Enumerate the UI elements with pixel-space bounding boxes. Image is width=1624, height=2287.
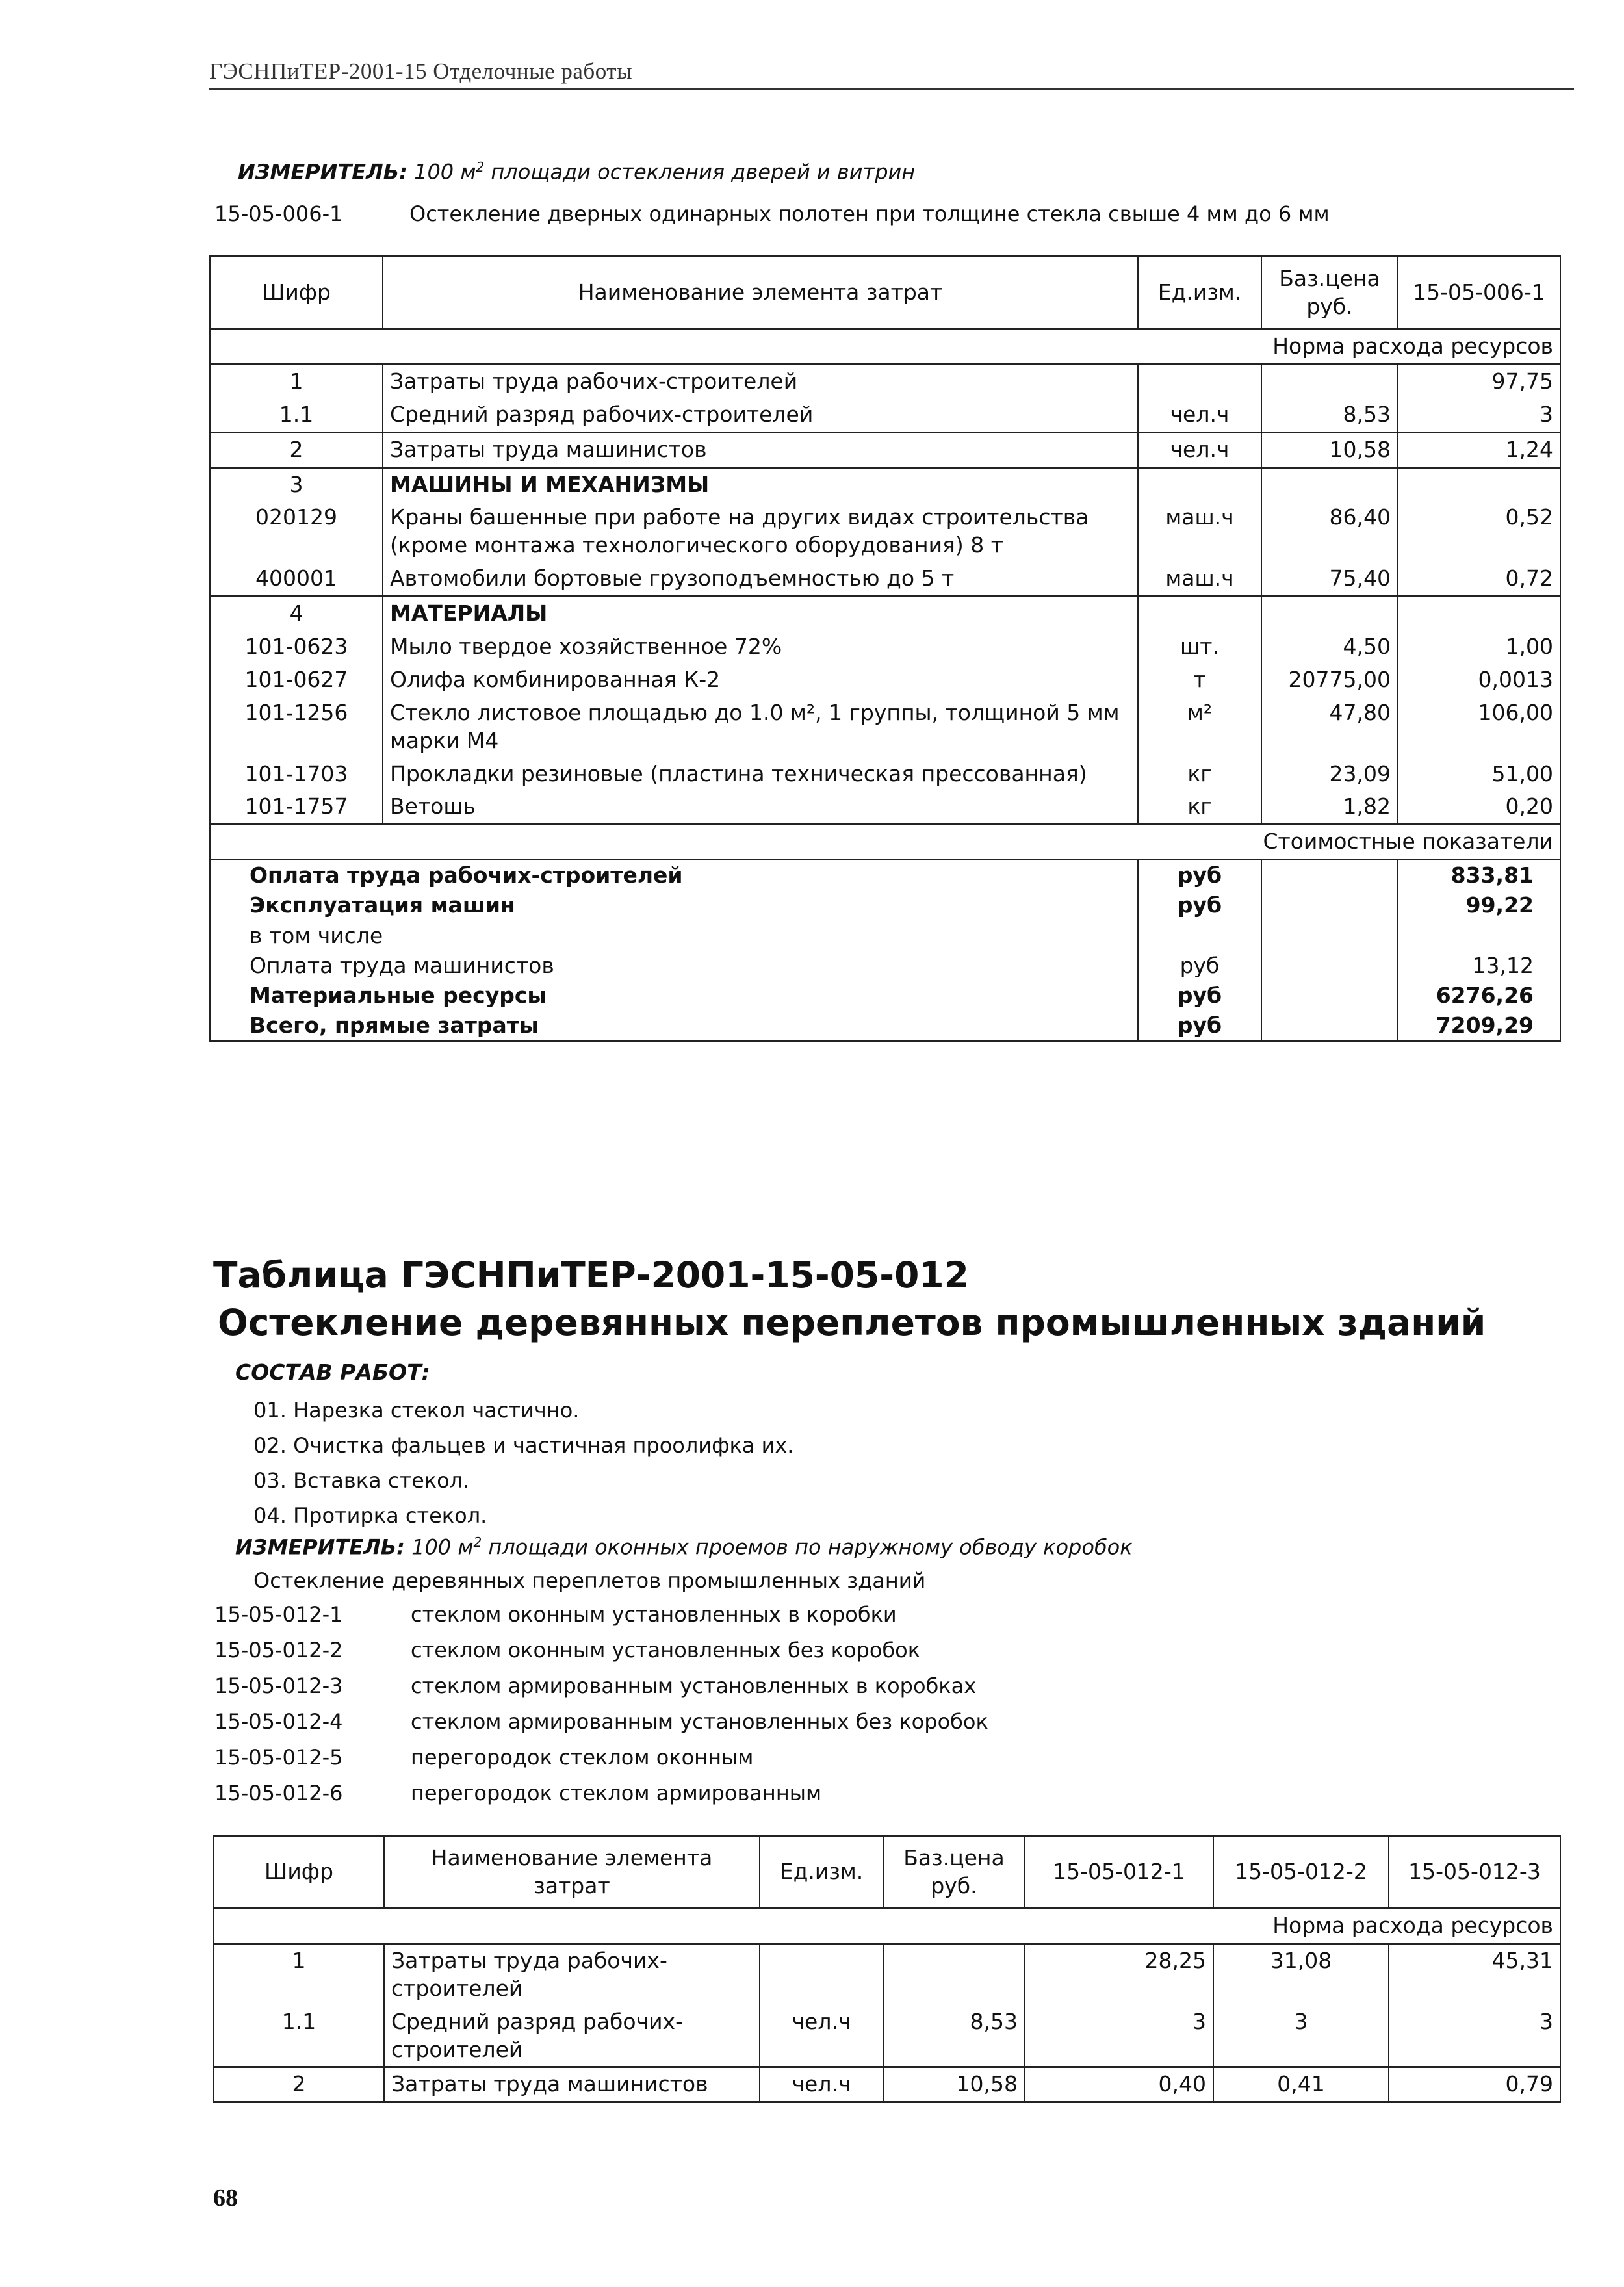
cost-row-value: 13,12 <box>1398 951 1560 981</box>
header-col1: 15-05-012-1 <box>1025 1836 1213 1909</box>
cost-row-value: 7209,29 <box>1398 1011 1560 1042</box>
cost-row <box>210 981 1560 1011</box>
cell-price: 10,58 <box>883 2067 1025 2102</box>
cost-row <box>210 951 1560 981</box>
cell-code: 2 <box>214 2067 384 2102</box>
cell-code: 020129 <box>210 501 383 562</box>
cell-value-1: 28,25 <box>1025 1943 1213 2005</box>
cell-unit: чел.ч <box>760 2006 883 2067</box>
code-line <box>214 201 1330 226</box>
operation-item: 02. Очистка фальцев и частичная проолифка их. <box>253 1433 794 1458</box>
cell-code: 101-0627 <box>210 664 383 697</box>
cell-value-2: 3 <box>1213 2006 1389 2067</box>
code-line-code: 15-05-012-1 <box>214 1602 343 1627</box>
measurer-value: 100 м <box>411 1534 474 1560</box>
cell-value-1: 3 <box>1025 2006 1213 2067</box>
cost-row-price <box>1261 981 1398 1011</box>
code-line-text: Остекление дверных одинарных полотен при толщине стекла свыше 4 мм до 6 мм <box>409 201 1330 226</box>
cell-price <box>883 1943 1025 2005</box>
cell-unit: т <box>1138 664 1261 697</box>
header-name: Наименование элемента затрат <box>383 257 1138 329</box>
cell-unit <box>760 1943 883 2005</box>
cost-row-price <box>1261 860 1398 891</box>
table-header-row <box>214 1836 1560 1909</box>
table-row <box>210 562 1560 596</box>
table-row <box>210 697 1560 758</box>
cell-unit: кг <box>1138 758 1261 791</box>
cell-code: 400001 <box>210 562 383 596</box>
norm-label: Норма расхода ресурсов <box>210 329 1560 365</box>
cell-name: Ветошь <box>383 790 1138 824</box>
cell-value <box>1398 597 1560 630</box>
table-header-row <box>210 257 1560 329</box>
header-col2: 15-05-012-2 <box>1213 1836 1389 1909</box>
cell-price: 4,50 <box>1261 630 1398 664</box>
code-line-text: перегородок стеклом оконным <box>411 1745 754 1770</box>
cell-name: Средний разряд рабочих-строителей <box>383 398 1138 432</box>
cost-row-label: Материальные ресурсы <box>210 981 1138 1011</box>
table-row <box>214 2006 1560 2067</box>
measurer-line-1 <box>238 159 915 185</box>
cell-name: МАШИНЫ И МЕХАНИЗМЫ <box>383 467 1138 501</box>
measurer-sup: 2 <box>473 1534 482 1550</box>
cell-unit: шт. <box>1138 630 1261 664</box>
measurer-text: площади оконных проемов по наружному обводу коробок <box>482 1534 1133 1560</box>
cell-code: 101-1703 <box>210 758 383 791</box>
cell-value: 0,72 <box>1398 562 1560 596</box>
norm-label: Норма расхода ресурсов <box>214 1909 1560 1944</box>
cost-row-value: 833,81 <box>1398 860 1560 891</box>
cell-name: Прокладки резиновые (пластина техническая прессованная) <box>383 758 1138 791</box>
header-col1: 15-05-006-1 <box>1398 257 1560 329</box>
cell-price: 86,40 <box>1261 501 1398 562</box>
measurer-sup: 2 <box>476 159 485 175</box>
cell-name: Затраты труда рабочих-строителей <box>384 1943 760 2005</box>
code-line-code: 15-05-012-5 <box>214 1745 343 1770</box>
cost-label: Стоимостные показатели <box>210 825 1560 860</box>
cell-code: 101-0623 <box>210 630 383 664</box>
cell-value-3: 45,31 <box>1389 1943 1560 2005</box>
cell-value: 106,00 <box>1398 697 1560 758</box>
measurer-value: 100 м <box>414 159 476 185</box>
cell-price <box>1261 467 1398 501</box>
table-subtitle: Остекление деревянных переплетов промышленных зданий <box>218 1302 1486 1343</box>
cell-value: 97,75 <box>1398 364 1560 398</box>
cost-row-label: Эксплуатация машин <box>210 890 1138 920</box>
cell-price <box>1261 597 1398 630</box>
cost-row-unit: руб <box>1138 981 1261 1011</box>
cell-price: 23,09 <box>1261 758 1398 791</box>
measurer-label: ИЗМЕРИТЕЛЬ: <box>238 159 407 185</box>
cell-price: 75,40 <box>1261 562 1398 596</box>
code-line-code: 15-05-012-3 <box>214 1673 343 1698</box>
table-title: Таблица ГЭСНПиТЕР-2001-15-05-012 <box>213 1254 969 1296</box>
code-line-code: 15-05-012-6 <box>214 1781 343 1805</box>
cell-unit: чел.ч <box>1138 398 1261 432</box>
operation-item: 01. Нарезка стекол частично. <box>253 1398 580 1423</box>
cell-name: Стекло листовое площадью до 1.0 м², 1 группы, толщиной 5 мм марки М4 <box>383 697 1138 758</box>
table-row <box>210 597 1560 630</box>
cost-row-price <box>1261 1011 1398 1042</box>
cost-row-unit: руб <box>1138 1011 1261 1042</box>
codes-subtitle: Остекление деревянных переплетов промышленных зданий <box>253 1568 926 1593</box>
cost-row-unit: руб <box>1138 860 1261 891</box>
cell-price: 10,58 <box>1261 432 1398 467</box>
cell-code: 101-1256 <box>210 697 383 758</box>
header-code: Шифр <box>214 1836 384 1909</box>
cell-code: 101-1757 <box>210 790 383 824</box>
cost-row <box>210 1011 1560 1042</box>
cost-row-unit: руб <box>1138 951 1261 981</box>
table-row <box>214 2067 1560 2102</box>
cell-code: 1 <box>210 364 383 398</box>
cost-row-label: Всего, прямые затраты <box>210 1011 1138 1042</box>
table-row <box>210 758 1560 791</box>
table-row <box>210 664 1560 697</box>
cost-row-price <box>1261 951 1398 981</box>
cell-price: 20775,00 <box>1261 664 1398 697</box>
cell-value: 1,24 <box>1398 432 1560 467</box>
code-line-text: стеклом оконным установленных в коробки <box>411 1602 897 1627</box>
table-row <box>210 364 1560 398</box>
cell-value-2: 31,08 <box>1213 1943 1389 2005</box>
cell-name: Средний разряд рабочих-строителей <box>384 2006 760 2067</box>
cell-unit <box>1138 597 1261 630</box>
cell-code: 1.1 <box>210 398 383 432</box>
cell-value-1: 0,40 <box>1025 2067 1213 2102</box>
cost-row-value: 6276,26 <box>1398 981 1560 1011</box>
cell-code: 3 <box>210 467 383 501</box>
cell-unit: чел.ч <box>760 2067 883 2102</box>
cell-unit: чел.ч <box>1138 432 1261 467</box>
cell-unit <box>1138 467 1261 501</box>
code-line <box>214 1781 821 1805</box>
code-line <box>214 1673 976 1698</box>
code-line-text: стеклом армированным установленных в коробках <box>411 1673 977 1698</box>
header-unit: Ед.изм. <box>1138 257 1261 329</box>
cell-unit: кг <box>1138 790 1261 824</box>
header-price: Баз.цена руб. <box>883 1836 1025 1909</box>
code-line-code: 15-05-012-2 <box>214 1638 343 1662</box>
cell-value <box>1398 467 1560 501</box>
cell-name: МАТЕРИАЛЫ <box>383 597 1138 630</box>
code-line-code: 15-05-006-1 <box>214 201 343 226</box>
code-line <box>214 1745 753 1770</box>
measurer-label: ИЗМЕРИТЕЛЬ: <box>235 1534 405 1560</box>
work-composition-heading: СОСТАВ РАБОТ: <box>235 1360 430 1385</box>
cell-price: 1,82 <box>1261 790 1398 824</box>
code-line-text: стеклом армированным установленных без коробок <box>411 1709 988 1734</box>
norm-label-row <box>214 1909 1560 1944</box>
header-name: Наименование элемента затрат <box>384 1836 760 1909</box>
table-row <box>210 790 1560 824</box>
measurer-line-2 <box>235 1534 1133 1560</box>
work-operations-list <box>253 1393 793 1533</box>
code-line-text: стеклом оконным установленных без коробок <box>411 1638 921 1662</box>
cell-name: Мыло твердое хозяйственное 72% <box>383 630 1138 664</box>
cell-value-3: 0,79 <box>1389 2067 1560 2102</box>
cell-price: 8,53 <box>883 2006 1025 2067</box>
header-unit: Ед.изм. <box>760 1836 883 1909</box>
table-row <box>214 1943 1560 2005</box>
cell-value-2: 0,41 <box>1213 2067 1389 2102</box>
cell-price <box>1261 364 1398 398</box>
cell-name: Олифа комбинированная К-2 <box>383 664 1138 697</box>
code-line-text: перегородок стеклом армированным <box>411 1781 822 1805</box>
cost-row-unit: руб <box>1138 890 1261 920</box>
code-line <box>214 1709 988 1734</box>
cost-row <box>210 860 1560 891</box>
table-row <box>210 630 1560 664</box>
norm-label-row <box>210 329 1560 365</box>
running-head: ГЭСНПиТЕР-2001-15 Отделочные работы <box>209 58 1574 90</box>
cell-name: Автомобили бортовые грузоподъемностью до 5 т <box>383 562 1138 596</box>
cell-unit: маш.ч <box>1138 501 1261 562</box>
cell-name: Затраты труда машинистов <box>383 432 1138 467</box>
cost-row-value: 99,22 <box>1398 890 1560 920</box>
cell-name: Краны башенные при работе на других видах строительства (кроме монтажа технологического оборудования) 8 т <box>383 501 1138 562</box>
resource-table-2 <box>213 1835 1561 2103</box>
cost-row <box>210 890 1560 920</box>
header-col3: 15-05-012-3 <box>1389 1836 1560 1909</box>
cell-code: 4 <box>210 597 383 630</box>
cell-price: 47,80 <box>1261 697 1398 758</box>
cell-name: Затраты труда машинистов <box>384 2067 760 2102</box>
cell-value: 0,0013 <box>1398 664 1560 697</box>
cell-value: 0,52 <box>1398 501 1560 562</box>
cost-row-label: в том числе <box>210 921 1138 951</box>
table-row <box>210 398 1560 432</box>
cell-value-3: 3 <box>1389 2006 1560 2067</box>
cell-value: 51,00 <box>1398 758 1560 791</box>
cell-value: 0,20 <box>1398 790 1560 824</box>
cost-row <box>210 921 1560 951</box>
cell-name: Затраты труда рабочих-строителей <box>383 364 1138 398</box>
cell-price: 8,53 <box>1261 398 1398 432</box>
header-price: Баз.цена руб. <box>1261 257 1398 329</box>
code-line <box>214 1638 920 1662</box>
cost-label-row <box>210 825 1560 860</box>
cost-row-price <box>1261 921 1398 951</box>
code-line-code: 15-05-012-4 <box>214 1709 343 1734</box>
resource-table-1 <box>209 255 1561 1042</box>
table-row <box>210 501 1560 562</box>
code-line <box>214 1602 897 1627</box>
cell-value: 1,00 <box>1398 630 1560 664</box>
header-code: Шифр <box>210 257 383 329</box>
cost-row-unit <box>1138 921 1261 951</box>
cell-code: 1 <box>214 1943 384 2005</box>
cell-code: 1.1 <box>214 2006 384 2067</box>
cost-row-price <box>1261 890 1398 920</box>
cost-row-label: Оплата труда машинистов <box>210 951 1138 981</box>
measurer-text: площади остекления дверей и витрин <box>484 159 916 185</box>
table-row <box>210 432 1560 467</box>
operation-item: 03. Вставка стекол. <box>253 1468 470 1493</box>
cell-code: 2 <box>210 432 383 467</box>
cost-row-label: Оплата труда рабочих-строителей <box>210 860 1138 891</box>
cell-value: 3 <box>1398 398 1560 432</box>
operation-item: 04. Протирка стекол. <box>253 1503 487 1528</box>
cell-unit: м² <box>1138 697 1261 758</box>
page-number: 68 <box>213 2184 238 2212</box>
table-row <box>210 467 1560 501</box>
cell-unit: маш.ч <box>1138 562 1261 596</box>
cost-row-value <box>1398 921 1560 951</box>
cell-unit <box>1138 364 1261 398</box>
